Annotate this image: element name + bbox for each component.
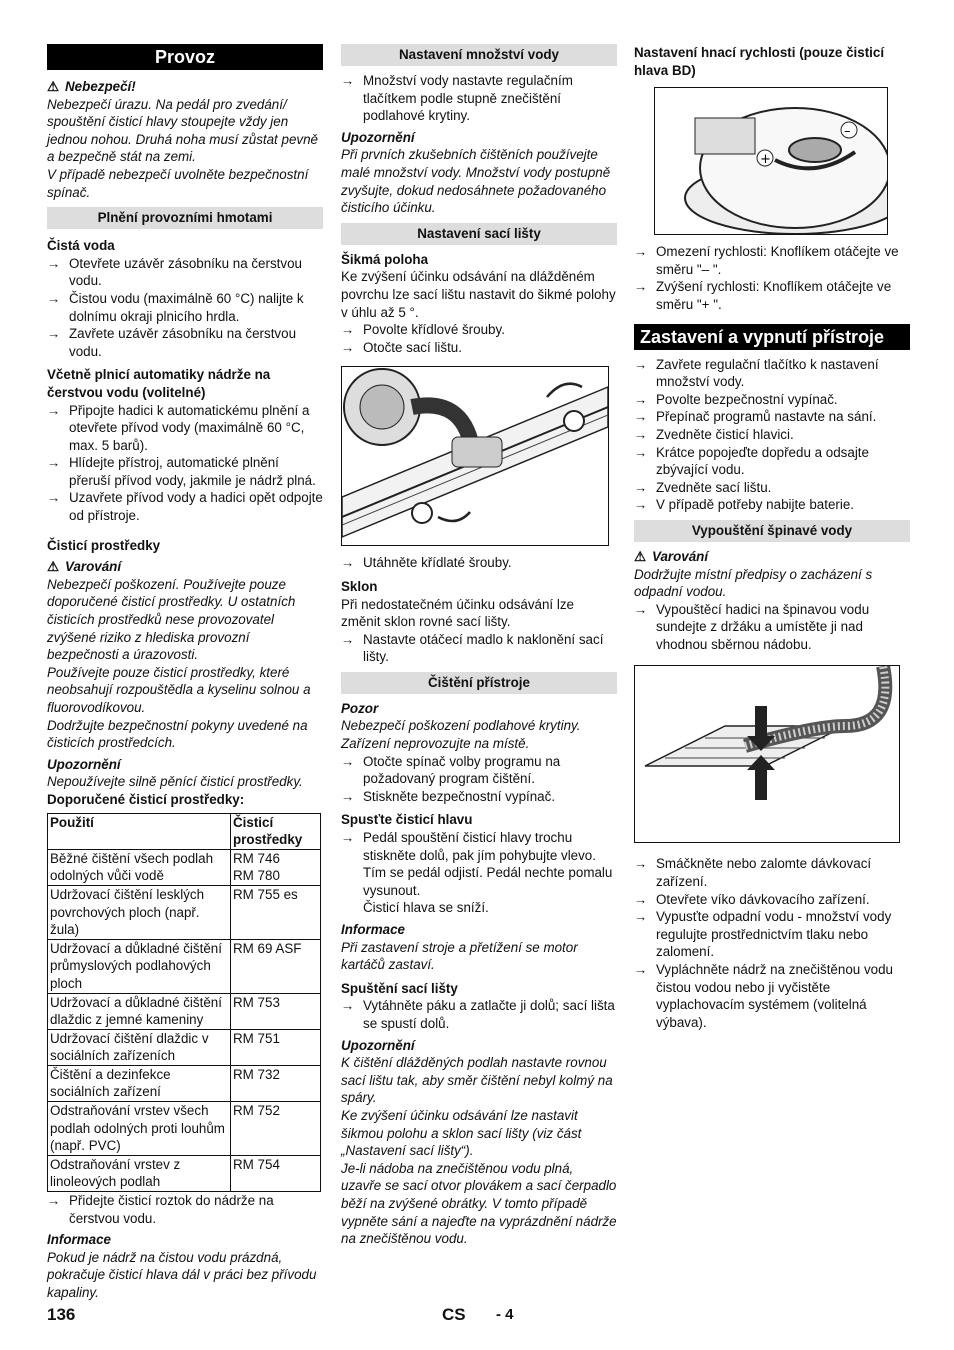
- step-item: → Pedál spouštění čisticí hlavy trochu stiskněte dolů, pak jím pohybujte vlevo. Tím se pedál odjistí. Pedál nechte pomalu vysunout.: [341, 830, 613, 898]
- step-item: → V případě potřeby nabijte baterie.: [634, 497, 855, 513]
- svg-text:+: +: [760, 152, 771, 168]
- tilt-text: Při nedostatečném účinku odsávání lze změnit sklon rovné sací lišty.: [341, 596, 574, 630]
- arrow-icon: →: [341, 631, 355, 647]
- warning-text-2: Používejte pouze čisticí prostředky, které neobsahují rozpouštědla a kyselinu solnou a fluorovodíkovou.: [47, 664, 311, 715]
- column-2: [341, 44, 617, 1248]
- page-number: 136: [47, 1305, 76, 1324]
- caution-label: Pozor: [341, 700, 379, 716]
- step-item: → Přidejte čisticí roztok do nádrže na čerstvou vodu.: [47, 1193, 274, 1226]
- heading-water-amount: Nastavení množství vody: [341, 44, 617, 66]
- note-label: Upozornění: [341, 129, 415, 145]
- squeegee-illustration: [341, 366, 609, 546]
- arrow-icon: →: [47, 490, 61, 506]
- detergent-table: [47, 813, 321, 1192]
- table-row: [48, 1065, 321, 1101]
- warning-label: ⚠ Varování: [47, 559, 122, 575]
- step-item: → Zvýšení rychlosti: Knoflíkem otáčejte ve směru "+ ".: [634, 279, 892, 312]
- table-cell: RM 732: [231, 1065, 321, 1101]
- arrow-icon: →: [634, 479, 648, 495]
- caution-text: Nebezpečí poškození podlahové krytiny. Zařízení neprovozujte na místě.: [341, 718, 581, 752]
- clean-water-steps: [47, 255, 323, 361]
- arrow-icon: →: [634, 909, 648, 925]
- step-item: → Vypouštěcí hadici na špinavou vodu sundejte z držáku a umístěte ji nad vhodnou sběrnou nádobu.: [634, 601, 870, 652]
- step-item: → Připojte hadici k automatickému plnění a otevřete přívod vody (maximálně 60 °C, max. 5 barů).: [47, 402, 310, 453]
- info-label: Informace: [47, 1232, 111, 1248]
- step-item: → Povolte křídlové šrouby.: [341, 322, 505, 338]
- table-row: [48, 1029, 321, 1065]
- column-1: [47, 44, 323, 1302]
- step-item: → Otevřete uzávěr zásobníku na čerstvou vodu.: [47, 255, 302, 289]
- heading-detergent: Čisticí prostředky: [47, 537, 161, 553]
- page-subnumber: - 4: [496, 1306, 514, 1323]
- arrow-icon: →: [341, 753, 355, 769]
- table-cell: RM 751: [231, 1029, 321, 1065]
- heading-squeegee: Nastavení sací lišty: [341, 223, 617, 245]
- heading-speed: Nastavení hnací rychlosti (pouze čisticí hlava BD): [634, 45, 885, 78]
- drain-hose-drawing: [635, 666, 899, 842]
- table-cell: RM 754: [231, 1155, 321, 1191]
- warning-icon: ⚠: [47, 559, 60, 575]
- heading-drain: Vypouštění špinavé vody: [634, 520, 910, 542]
- table-cell: RM 69 ASF: [231, 939, 321, 993]
- step-item: → Utáhněte křídlaté šrouby.: [341, 555, 512, 571]
- table-row: [48, 1155, 321, 1191]
- table-header-row: [48, 813, 321, 849]
- table-cell: Udržovací čištění lesklých povrchových ploch (např. žula): [48, 885, 231, 939]
- heading-oblique: Šikmá poloha: [341, 251, 429, 267]
- note-label: Upozornění: [47, 756, 121, 772]
- warning-icon: ⚠: [47, 79, 60, 94]
- danger-text-2: V případě nebezpečí uvolněte bezpečnostní spínač.: [47, 166, 309, 200]
- arrow-icon: →: [634, 444, 648, 460]
- arrow-icon: →: [634, 391, 648, 407]
- table-header: Čisticí prostředky: [231, 813, 321, 849]
- result-text: Čisticí hlava se sníží.: [363, 900, 489, 916]
- arrow-icon: →: [341, 788, 355, 804]
- warning-icon: ⚠: [634, 548, 647, 564]
- table-cell: RM 755 es: [231, 885, 321, 939]
- step-item: → Množství vody nastavte regulačním tlačítkem podle stupně znečištění podlahové krytiny.: [341, 73, 573, 124]
- drain-steps: [634, 855, 910, 1031]
- note-text: Při prvních zkušebních čištěních používejte malé množství vody. Množství vody postupně zvyšujte, dokud nedosáhnete požadovaného čisticího účinku.: [341, 147, 611, 216]
- arrow-icon: →: [341, 555, 355, 571]
- arrow-icon: →: [341, 73, 355, 88]
- arrow-icon: →: [47, 290, 61, 306]
- arrow-icon: →: [341, 322, 355, 338]
- step-item: → Otevřete víko dávkovacího zařízení.: [634, 891, 870, 907]
- step-item: → Povolte bezpečnostní vypínač.: [634, 391, 838, 407]
- heading-tilt: Sklon: [341, 578, 378, 594]
- language-code: CS: [442, 1305, 466, 1324]
- note-text: Nepoužívejte silně pěnící čisticí prostředky.: [47, 774, 303, 790]
- step-item: → Nastavte otáčecí madlo k naklonění sací lišty.: [341, 631, 604, 665]
- table-header: Použití: [48, 813, 231, 849]
- step-item: → Otočte spínač volby programu na požadovaný program čištění.: [341, 753, 561, 787]
- arrow-icon: →: [341, 998, 355, 1014]
- arrow-icon: →: [634, 962, 648, 978]
- table-cell: Čištění a dezinfekce sociálních zařízení: [48, 1065, 231, 1101]
- arrow-icon: →: [634, 409, 648, 425]
- note-text-1: K čištění dlážděných podlah nastavte rovnou sací lištu tak, aby směr čištění nebyl kolmý na spáry.: [341, 1055, 613, 1106]
- svg-text:–: –: [844, 124, 851, 140]
- warning-text: Dodržujte místní předpisy o zacházení s odpadní vodou.: [634, 566, 873, 600]
- table-row: [48, 993, 321, 1029]
- speed-knob-drawing: [655, 88, 887, 234]
- arrow-icon: →: [341, 830, 355, 846]
- drain-hose-illustration: [634, 665, 900, 843]
- table-row: [48, 939, 321, 993]
- step-item: → Uzavřete přívod vody a hadici opět odpojte od přístroje.: [47, 490, 323, 524]
- table-row: [48, 885, 321, 939]
- heading-clean-device: Čištění přístroje: [341, 672, 617, 694]
- warning-text-1: Nebezpečí poškození. Používejte pouze doporučené čisticí prostředky. U ostatních čisticích prostředků nese provozovatel zvýšené riziko z hlediska provozní bezpečnosti a úrazovosti.: [47, 576, 296, 663]
- stop-steps: [634, 356, 910, 514]
- oblique-text: Ke zvýšení účinku odsávání na dlážděném povrchu lze sací lištu nastavit do šikmé polohy v úhlu až 5 °.: [341, 269, 616, 320]
- step-item: → Krátce popojeďte dopředu a odsajte zbývající vodu.: [634, 444, 869, 478]
- speed-steps: [634, 243, 910, 313]
- danger-text: Nebezpečí úrazu. Na pedál pro zvedání/ spouštění čisticí hlavy stoupejte vždy jen jednou nohou. Druhá noha musí zůstat pevně a bezpečně stát na zemi.: [47, 96, 318, 165]
- arrow-icon: →: [634, 426, 648, 442]
- step-item: → Stiskněte bezpečnostní vypínač.: [341, 788, 556, 804]
- arrow-icon: →: [634, 497, 648, 513]
- info-label: Informace: [341, 922, 405, 937]
- info-text: Pokud je nádrž na čistou vodu prázdná, pokračuje čisticí hlava dál v práci bez přívodu kapaliny.: [47, 1249, 317, 1300]
- step-item: → Zvedněte sací lištu.: [634, 479, 772, 495]
- warning-text-3: Dodržujte bezpečnostní pokyny uvedené na čisticích prostředcích.: [47, 717, 308, 751]
- step-item: → Přepínač programů nastavte na sání.: [634, 409, 877, 425]
- heading-clean-water: Čistá voda: [47, 238, 115, 254]
- arrow-icon: →: [634, 601, 648, 617]
- arrow-icon: →: [634, 891, 648, 907]
- arrow-icon: →: [47, 326, 61, 342]
- table-cell: RM 752: [231, 1102, 321, 1156]
- arrow-icon: →: [47, 255, 61, 271]
- arrow-icon: →: [634, 856, 648, 872]
- arrow-icon: →: [634, 244, 648, 260]
- table-cell: Odstraňování vrstev z linoleových podlah: [48, 1155, 231, 1191]
- heading-lower-squeegee: Spuštění sací lišty: [341, 980, 458, 996]
- step-item: → Vypusťte odpadní vodu - množství vody regulujte prostřednictvím tlaku nebo zalomení.: [634, 909, 892, 960]
- table-cell: Udržovací a důkladné čištění dlaždic z jemné kameniny: [48, 993, 231, 1029]
- section-title-stop: Zastavení a vypnutí přístroje: [634, 324, 910, 350]
- squeegee-drawing: [342, 367, 608, 545]
- heading-lower-head: Spusťte čisticí hlavu: [341, 812, 473, 828]
- step-item: → Omezení rychlosti: Knoflíkem otáčejte ve směru "– ".: [634, 244, 899, 277]
- arrow-icon: →: [634, 356, 648, 372]
- step-item: → Hlídejte přístroj, automatické plnění přeruší přívod vody, jakmile je nádrž plná.: [47, 455, 316, 488]
- note-label: Upozornění: [341, 1037, 415, 1053]
- heading-recommended: Doporučené čisticí prostředky:: [47, 791, 245, 807]
- arrow-icon: →: [634, 279, 648, 295]
- arrow-icon: →: [47, 455, 61, 471]
- step-item: → Smáčkněte nebo zalomte dávkovací zařízení.: [634, 856, 872, 890]
- table-cell: Odstraňování vrstev všech podlah odolných proti louhům (např. PVC): [48, 1102, 231, 1156]
- step-item: → Zavřete uzávěr zásobníku na čerstvou vodu.: [47, 326, 297, 359]
- step-item: → Čistou vodu (maximálně 60 °C) nalijte k dolnímu okraji plnicího hrdla.: [47, 290, 304, 324]
- warning-label: ⚠ Varování: [634, 548, 709, 564]
- heading-auto-fill: Včetně plnicí automatiky nádrže na čerstvou vodu (volitelné): [47, 367, 271, 400]
- step-item: → Zvedněte čisticí hlavici.: [634, 426, 794, 442]
- step-item: → Otočte sací lištu.: [341, 339, 462, 355]
- table-cell: Běžné čištění všech podlah odolných vůči vodě: [48, 849, 231, 885]
- table-cell: Udržovací a důkladné čištění průmyslových podlahových ploch: [48, 939, 231, 993]
- table-row: [48, 849, 321, 885]
- danger-label: ⚠ Nebezpečí!: [47, 79, 136, 94]
- step-item: → Vytáhněte páku a zatlačte ji dolů; sací lišta se spustí dolů.: [341, 998, 615, 1031]
- heading-fill: Plnění provozními hmotami: [47, 207, 323, 229]
- arrow-icon: →: [341, 339, 355, 355]
- arrow-icon: →: [47, 1193, 61, 1209]
- table-row: [48, 1102, 321, 1156]
- step-item: → Zavřete regulační tlačítko k nastavení množství vody.: [634, 356, 879, 390]
- note-text-2: Ke zvýšení účinku odsávání lze nastavit šikmou polohu a sklon sací lišty (viz část „Nastavení sací lišty“).: [341, 1107, 582, 1159]
- column-3: [634, 44, 910, 1031]
- auto-fill-steps: [47, 402, 323, 525]
- note-text-3: Je-li nádoba na znečištěnou vodu plná, uzavře se sací otvor plovákem a sací čerpadlo běží na zvýšené obrátky. V tomto případě vypněte sání a najeďte na vyprázdnění nádrže na znečištěnou vodu.: [341, 1160, 617, 1247]
- section-title-provoz: Provoz: [47, 44, 323, 70]
- table-cell: Udržovací čištění dlaždic v sociálních zařízeních: [48, 1029, 231, 1065]
- info-text: Při zastavení stroje a přetížení se motor kartáčů zastaví.: [341, 939, 578, 973]
- step-item: → Vypláchněte nádrž na znečištěnou vodu čistou vodou nebo ji vyčistěte vyplachovacím systémem (volitelná výbava).: [634, 962, 893, 1030]
- table-cell: RM 753: [231, 993, 321, 1029]
- table-cell: RM 746 RM 780: [231, 849, 321, 885]
- speed-knob-illustration: [654, 87, 888, 235]
- arrow-icon: →: [47, 402, 61, 418]
